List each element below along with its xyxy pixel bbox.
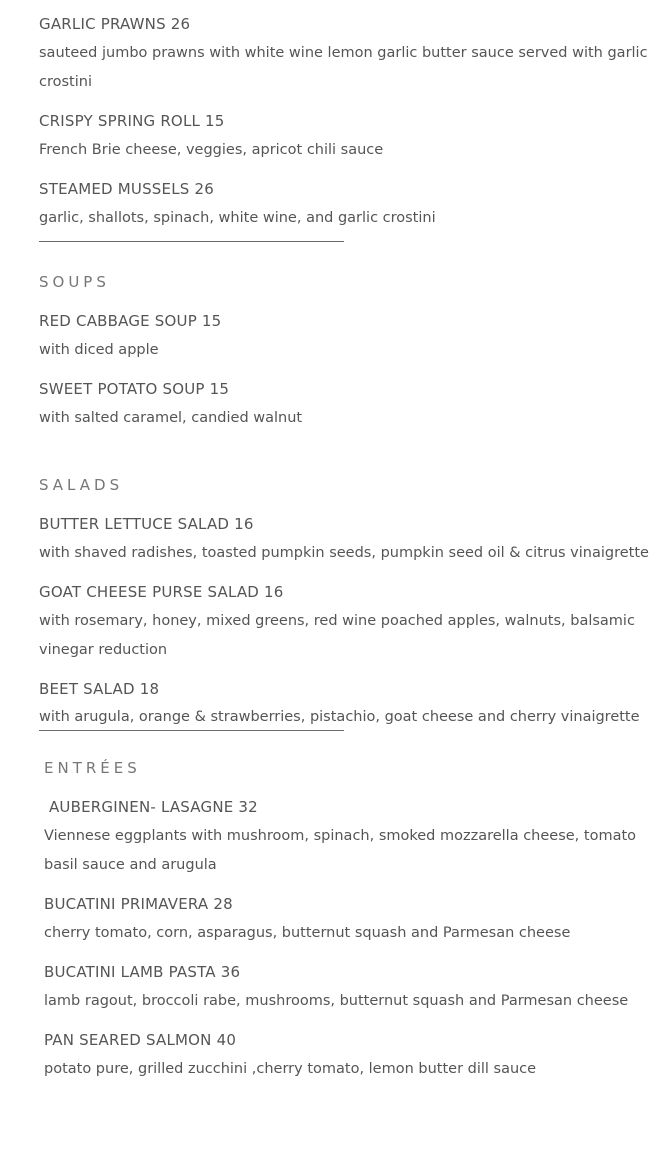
menu-item-description: with diced apple [39,342,159,358]
menu-item-description: cherry tomato, corn, asparagus, butternut squash and Parmesan cheese [44,925,571,941]
menu-item-garlic-prawns [39,12,664,97]
menu-item-name: GOAT CHEESE PURSE SALAD 16 [39,583,284,601]
menu-item-name: CRISPY SPRING ROLL 15 [39,112,225,130]
menu-item-description: with rosemary, honey, mixed greens, red wine poached apples, walnuts, balsamic vinegar reduction [39,613,635,658]
section-title-soups: SOUPS [39,273,110,291]
menu-item-name: BUCATINI PRIMAVERA 28 [44,895,233,913]
menu-item-crispy-spring-roll [39,109,664,165]
menu-item-description: Viennese eggplants with mushroom, spinach, smoked mozzarella cheese, tomato basil sauce and arugula [44,828,637,873]
menu-item-name: PAN SEARED SALMON 40 [44,1031,237,1049]
menu-item-description: French Brie cheese, veggies, apricot chili sauce [39,142,384,158]
menu-item-name: GARLIC PRAWNS 26 [39,15,191,33]
menu-item-pan-seared-salmon [44,1028,664,1084]
menu-item-name: BUTTER LETTUCE SALAD 16 [39,515,254,533]
section-title-salads: SALADS [39,476,124,494]
menu-item-name: RED CABBAGE SOUP 15 [39,312,222,330]
section-title-entrees: ENTRÉES [44,759,141,777]
menu-item-sweet-potato-soup [39,377,664,433]
menu-item-red-cabbage-soup [39,309,664,365]
menu-item-goat-cheese-purse-salad [39,580,664,665]
menu-item-description: with shaved radishes, toasted pumpkin seeds, pumpkin seed oil & citrus vinaigrette [39,545,649,561]
menu-item-name: BUCATINI LAMB PASTA 36 [44,963,241,981]
menu-item-butter-lettuce-salad [39,512,664,568]
menu-item-auberginen-lasagne [44,795,664,880]
menu-item-description: with arugula, orange & strawberries, pistachio, goat cheese and cherry vinaigrette [39,709,640,725]
menu-item-steamed-mussels [39,177,664,233]
menu-item-name: BEET SALAD 18 [39,680,160,698]
menu-item-beet-salad [39,677,664,730]
menu-item-name: STEAMED MUSSELS 26 [39,180,214,198]
menu-item-description: potato pure, grilled zucchini ,cherry tomato, lemon butter dill sauce [44,1061,537,1077]
entrees-section [39,731,664,1084]
menu-item-description: sauteed jumbo prawns with white wine lemon garlic butter sauce served with garlic crostini [39,45,648,90]
menu-item-bucatini-primavera [44,892,664,948]
menu-item-name: SWEET POTATO SOUP 15 [39,380,230,398]
menu-item-description: with salted caramel, candied walnut [39,410,303,426]
menu-page [39,12,664,1096]
menu-item-description: lamb ragout, broccoli rabe, mushrooms, butternut squash and Parmesan cheese [44,993,629,1009]
menu-item-description: garlic, shallots, spinach, white wine, and garlic crostini [39,210,436,226]
menu-item-bucatini-lamb-pasta [44,960,664,1016]
menu-item-name: AUBERGINEN- LASAGNE 32 [44,798,258,816]
